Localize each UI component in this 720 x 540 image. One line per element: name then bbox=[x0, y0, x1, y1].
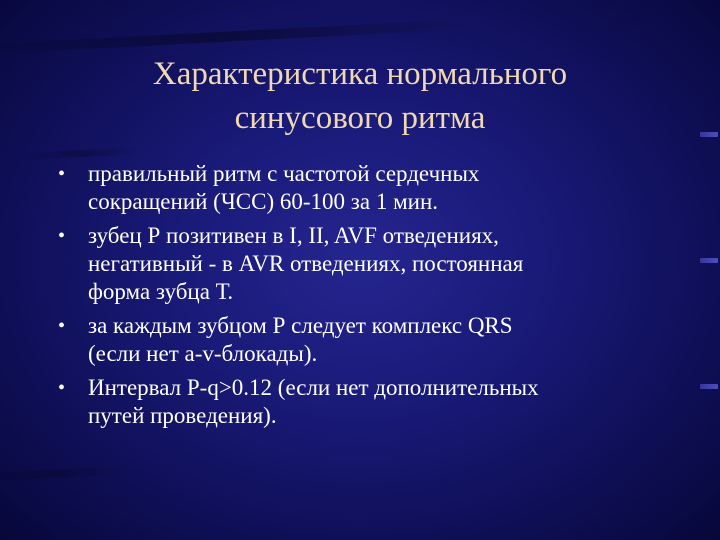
bullet-item bbox=[58, 374, 678, 430]
bullet-line: за каждым зубцом Р следует комплекс QRS bbox=[88, 313, 513, 338]
edge-mark bbox=[700, 258, 718, 263]
bullet-item bbox=[58, 312, 678, 368]
slide-title-line-1: Характеристика нормального bbox=[152, 56, 568, 92]
bullet-line: правильный ритм с частотой сердечных bbox=[88, 161, 480, 186]
bullet-line: зубец Р позитивен в I, II, AVF отведениях, bbox=[88, 223, 499, 248]
slide-title-line-2: синусового ритма bbox=[234, 100, 486, 136]
bullet-line: (если нет a-v-блокады). bbox=[88, 341, 318, 366]
bullet-line: форма зубца Т. bbox=[88, 279, 234, 304]
bullet-point-icon: • bbox=[58, 225, 66, 247]
bullet-line: сокращений (ЧСС) 60-100 за 1 мин. bbox=[88, 189, 439, 214]
bullet-line: Интервал P-q>0.12 (если нет дополнительных bbox=[88, 375, 539, 400]
decorative-streak bbox=[20, 147, 140, 160]
bullet-item bbox=[58, 222, 678, 306]
bullet-point-icon: • bbox=[58, 315, 66, 337]
bullet-line: путей проведения). bbox=[88, 403, 277, 428]
edge-mark bbox=[700, 384, 718, 389]
bullet-point-icon: • bbox=[58, 163, 66, 185]
decorative-streak bbox=[0, 466, 130, 482]
decorative-streak bbox=[0, 18, 480, 55]
bullet-line: негативный - в AVR отведениях, постоянная bbox=[88, 251, 524, 276]
bullet-list bbox=[58, 160, 678, 436]
slide-title bbox=[0, 52, 720, 140]
bullet-point-icon: • bbox=[58, 377, 66, 399]
bullet-item bbox=[58, 160, 678, 216]
